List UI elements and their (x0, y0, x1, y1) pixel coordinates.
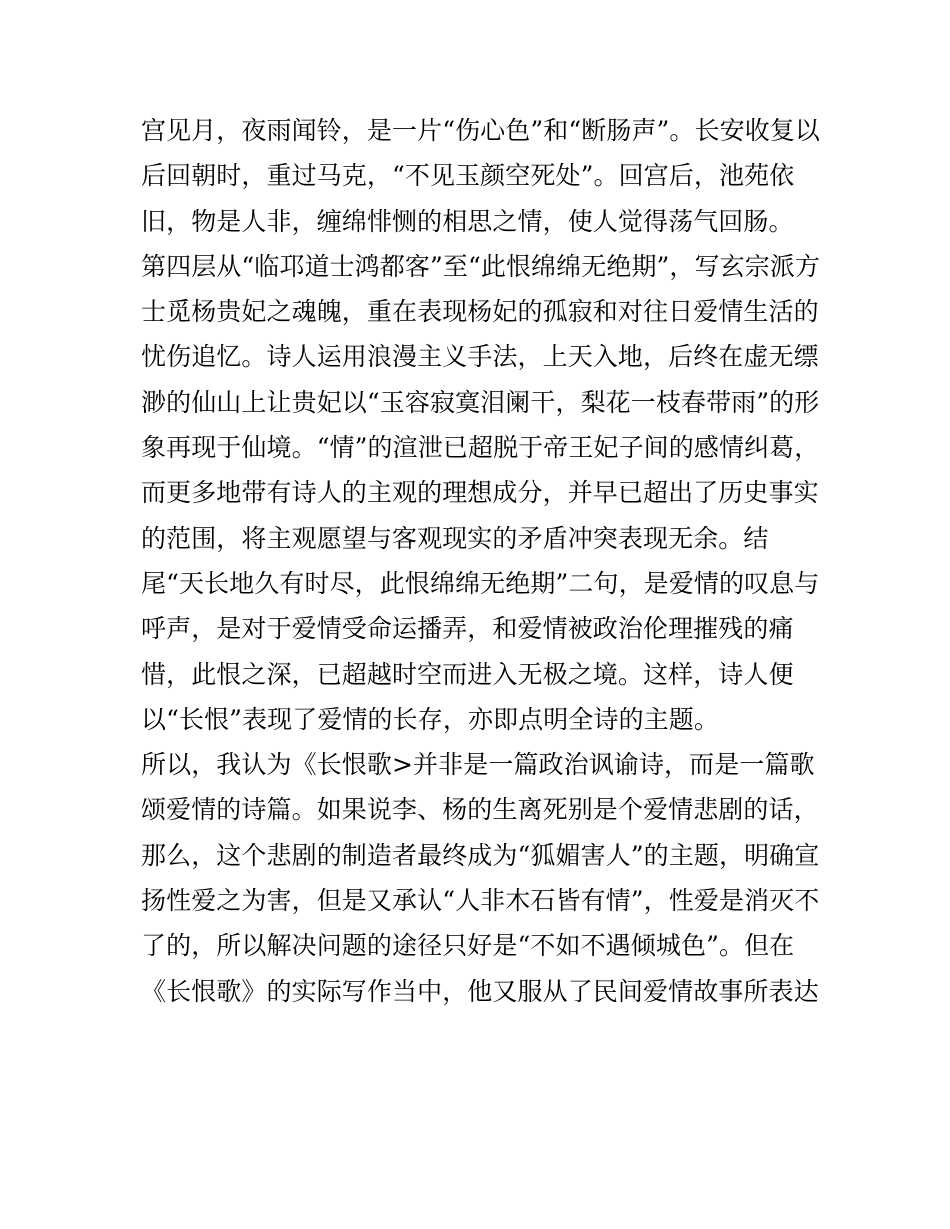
text-line: 扬性爱之为害，但是又承认“人非木石皆有情”，性爱是消灭不 (141, 886, 820, 916)
text-line: 呼声，是对于爱情受命运播弄，和爱情被政治伦理摧残的痛 (141, 614, 794, 644)
text-line: 以“长恨”表现了爱情的长存，亦即点明全诗的主题。 (141, 704, 719, 734)
text-line: 宫见月，夜雨闻铃，是一片“伤心色”和“断肠声”。长安收复以 (141, 116, 821, 145)
text-line: 第四层从“临邛道士鸿都客”至“此恨绵绵无绝期”，写玄宗派方 (141, 251, 821, 281)
text-line: 颂爱情的诗篇。如果说李、杨的生离死别是个爱情悲剧的话， (141, 795, 819, 825)
body-text (141, 108, 821, 1014)
text-line: 旧，物是人非，缠绵悱恻的相思之情，使人觉得荡气回肠。 (141, 206, 794, 236)
text-line: 士觅杨贵妃之魂魄，重在表现杨妃的孤寂和对往日爱情生活的 (141, 297, 819, 327)
text-line: 而更多地带有诗人的主观的理想成分，并早已超出了历史事实 (141, 478, 819, 508)
text-line: 了的，所以解决问题的途径只好是“不如不遇倾城色”。但在 (141, 931, 795, 961)
text-line: 惜，此恨之深，已超越时空而进入无极之境。这样，诗人便 (141, 659, 794, 689)
text-line: 所以，我认为《长恨歌>并非是一篇政治讽谕诗，而是一篇歌 (141, 750, 815, 780)
text-line: 渺的仙山上让贵妃以“玉容寂寞泪阑干，梨花一枝春带雨”的形 (141, 387, 820, 417)
text-line: 《长恨歌》的实际写作当中，他又服从了民间爱情故事所表达 (141, 976, 819, 1006)
text-line: 那么，这个悲剧的制造者最终成为“狐媚害人”的主题，明确宣 (141, 840, 820, 870)
text-line: 的范围，将主观愿望与客观现实的矛盾冲突表现无余。结 (141, 523, 769, 553)
text-line: 尾“天长地久有时尽，此恨绵绵无绝期”二句，是爱情的叹息与 (141, 568, 820, 598)
text-line: 象再现于仙境。“情”的渲泄已超脱于帝王妃子间的感情纠葛， (141, 433, 820, 463)
text-line: 忧伤追忆。诗人运用浪漫主义手法，上天入地，后终在虚无缥 (141, 342, 819, 372)
text-line: 后回朝时，重过马克，“不见玉颜空死处”。回宫后，池苑依 (141, 161, 795, 191)
